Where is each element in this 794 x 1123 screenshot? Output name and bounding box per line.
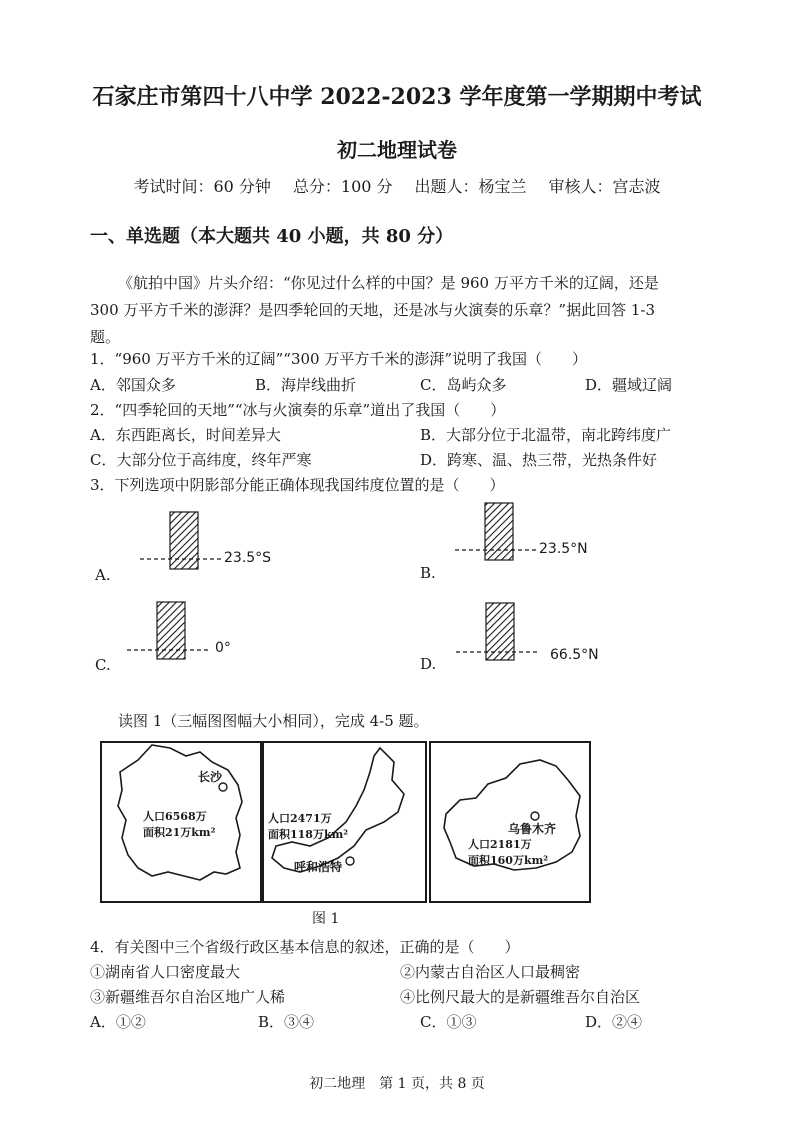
xinjiang-area-label: 面积160万km²: [468, 854, 549, 867]
exam-title: 石家庄市第四十八中学 2022-2023 学年度第一学期期中考试: [92, 84, 702, 110]
xinjiang-pop-label: 人口2181万: [468, 838, 532, 851]
question-author: 出题人：杨宝兰: [414, 177, 527, 196]
q4-option-c: C．①③: [420, 1013, 477, 1031]
huhehaote-marker: [346, 857, 354, 865]
q3-a-lat-label: 23.5°S: [224, 550, 272, 566]
q4-statement-1: ①湖南省人口密度最大: [90, 963, 241, 981]
q2-stem: 2．“四季轮回的天地”“冰与火演奏的乐章”道出了我国（ ）: [90, 401, 506, 419]
q4-statement-3: ③新疆维吾尔自治区地广人稀: [90, 988, 286, 1006]
q3-diagram-c: [127, 602, 209, 659]
q3-b-letter: B.: [420, 564, 436, 582]
xinjiang-city-label: 乌鲁木齐: [508, 822, 557, 836]
neimenggu-city-label: 呼和浩特: [294, 860, 343, 874]
q2-option-b: B．大部分位于北温带，南北跨纬度广: [420, 426, 672, 444]
intro-line-1: 《航拍中国》片头介绍：“你见过什么样的中国？是 960 万平方千米的辽阔，还是: [118, 274, 659, 292]
q4-stem: 4．有关图中三个省级行政区基本信息的叙述，正确的是（ ）: [90, 938, 520, 956]
exam-time: 考试时间：60 分钟: [133, 177, 271, 196]
q3-b-shaded-band: [485, 503, 513, 560]
neimenggu-pop-label: 人口2471万: [268, 812, 332, 825]
q4-statement-2: ②内蒙古自治区人口最稠密: [400, 963, 581, 981]
intro-line-3: 题。: [90, 328, 121, 346]
q45-intro: 读图 1（三幅图图幅大小相同），完成 4-5 题。: [118, 712, 429, 730]
q2-option-a: A．东西距离长，时间差异大: [90, 426, 281, 444]
section-heading: 一、单选题（本大题共 40 小题，共 80 分）: [90, 226, 454, 247]
q3-d-letter: D.: [420, 655, 437, 673]
q3-stem: 3．下列选项中阴影部分能正确体现我国纬度位置的是（ ）: [90, 476, 505, 494]
q1-option-d: D．疆域辽阔: [585, 376, 673, 394]
reviewer: 审核人：宫志波: [548, 177, 661, 196]
intro-line-2: 300 万平方千米的澎湃？是四季轮回的天地，还是冰与火演奏的乐章？”据此回答 1-3: [90, 301, 655, 319]
wulumuqi-marker: [531, 812, 539, 820]
q4-option-a: A．①②: [90, 1013, 146, 1031]
page-footer: 初二地理 第 1 页，共 8 页: [309, 1076, 485, 1092]
q2-option-c: C．大部分位于高纬度，终年严寒: [90, 451, 312, 469]
q3-a-shaded-band: [170, 512, 198, 569]
neimenggu-area-label: 面积118万km²: [268, 828, 349, 841]
hunan-city-label: 长沙: [198, 770, 223, 784]
q3-diagram-d: [456, 603, 538, 660]
q3-c-lat-label: 0°: [215, 640, 231, 656]
q3-diagram-b: [455, 503, 537, 560]
q3-d-lat-label: 66.5°N: [550, 647, 599, 663]
q4-option-b: B．③④: [258, 1013, 315, 1031]
q4-option-d: D．②④: [585, 1013, 643, 1031]
q3-diagram-a: [140, 512, 222, 569]
q3-a-letter: A.: [95, 566, 111, 584]
q4-statement-4: ④比例尺最大的是新疆维吾尔自治区: [400, 988, 641, 1006]
q2-option-d: D．跨寒、温、热三带，光热条件好: [420, 451, 658, 469]
hunan-area-label: 面积21万km²: [143, 826, 216, 839]
q1-option-a: A．邻国众多: [90, 376, 176, 394]
q1-option-b: B．海岸线曲折: [255, 376, 357, 394]
q3-c-letter: C.: [95, 656, 111, 674]
hunan-pop-label: 人口6568万: [143, 810, 207, 823]
q1-option-c: C．岛屿众多: [420, 376, 507, 394]
q1-stem: 1．“960 万平方千米的辽阔”“300 万平方千米的澎湃”说明了我国（ ）: [90, 350, 588, 368]
figure1-caption: 图 1: [312, 911, 340, 927]
total-score: 总分：100 分: [292, 177, 393, 196]
exam-subtitle: 初二地理试卷: [337, 138, 457, 162]
q3-b-lat-label: 23.5°N: [539, 541, 588, 557]
